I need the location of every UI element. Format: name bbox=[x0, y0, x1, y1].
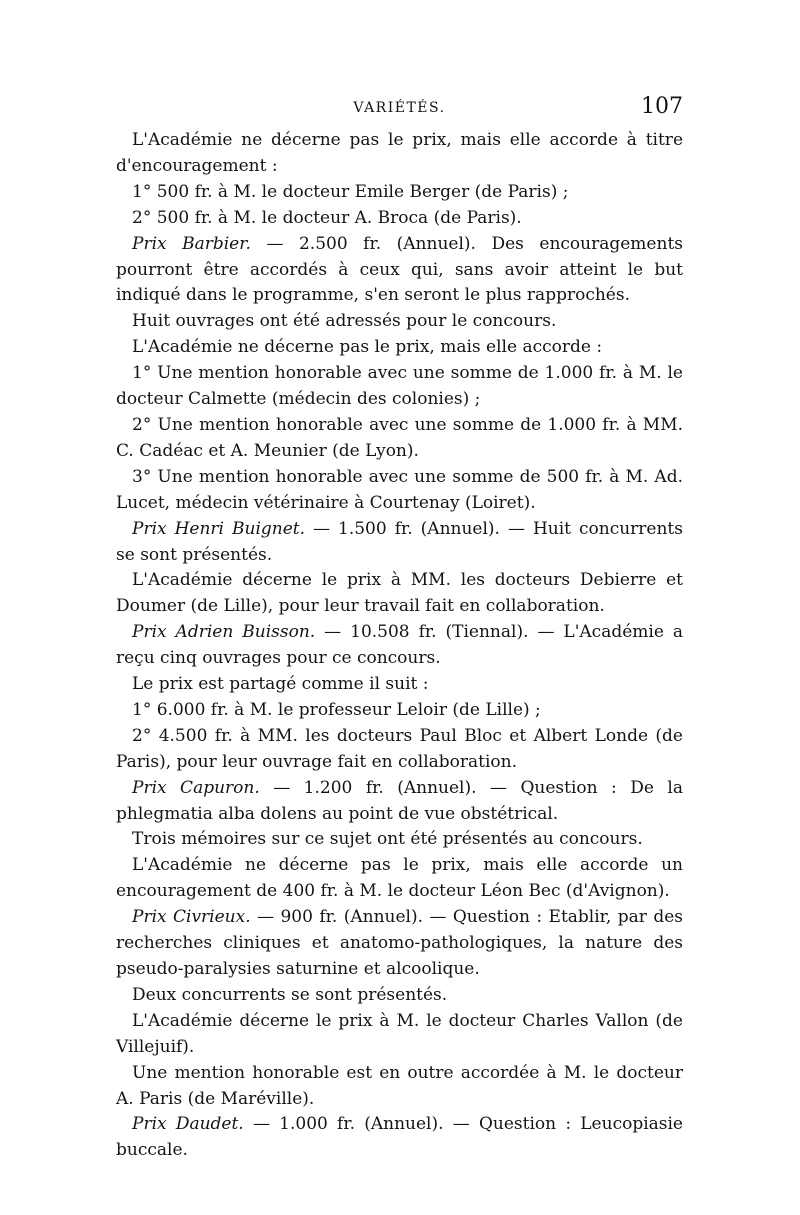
paragraph-text: 1° 6.000 fr. à M. le professeur Leloir (de Lille) ; bbox=[132, 699, 541, 720]
page-number: 107 bbox=[641, 94, 683, 119]
prize-name: Prix Adrien Buisson. bbox=[132, 622, 316, 643]
paragraph-text: 1° 500 fr. à M. le docteur Emile Berger (de Paris) ; bbox=[132, 181, 569, 202]
paragraph-text: L'Académie ne décerne pas le prix, mais elle accorde : bbox=[132, 337, 603, 358]
paragraph bbox=[116, 568, 683, 620]
paragraph-text: — 1.200 fr. (Annuel). — Question : De la phlegmatia alba dolens au point de vue obstétrical. bbox=[116, 777, 683, 824]
paragraph bbox=[116, 361, 683, 413]
paragraph bbox=[116, 128, 683, 180]
prize-paragraph bbox=[116, 776, 683, 828]
prize-name: Prix Barbier. bbox=[132, 233, 251, 254]
paragraph-text: L'Académie décerne le prix à MM. les docteurs Debierre et Doumer (de Lille), pour leur travail fait en collaboration. bbox=[116, 570, 683, 617]
paragraph bbox=[116, 724, 683, 776]
paragraph-text: — 1.500 fr. (Annuel). — Huit concurrents se sont présentés. bbox=[116, 518, 683, 565]
paragraph bbox=[116, 465, 683, 517]
paragraph-text: L'Académie décerne le prix à M. le docteur Charles Vallon (de Villejuif). bbox=[116, 1010, 683, 1057]
prize-name: Prix Henri Buignet. bbox=[132, 518, 306, 539]
paragraph bbox=[116, 1009, 683, 1061]
paragraph bbox=[116, 853, 683, 905]
paragraph bbox=[116, 206, 683, 232]
paragraph-text: Huit ouvrages ont été adressés pour le concours. bbox=[132, 311, 557, 332]
running-title: VARIÉTÉS. bbox=[353, 100, 446, 116]
paragraph-text: — 2.500 fr. (Annuel). Des encouragements pourront être accordés à ceux qui, sans avoir atteint le but indiqué dans le programme, s'en seront le plus rapprochés. bbox=[116, 233, 683, 306]
paragraph-text: Une mention honorable est en outre accordée à M. le docteur A. Paris (de Maréville). bbox=[116, 1062, 683, 1109]
prize-name: Prix Capuron. bbox=[132, 777, 260, 798]
paragraph-text: — 1.000 fr. (Annuel). — Question : Leucopiasie buccale. bbox=[116, 1114, 683, 1161]
paragraph bbox=[116, 698, 683, 724]
paragraph bbox=[116, 672, 683, 698]
prize-paragraph bbox=[116, 232, 683, 310]
paragraph-text: 2° 500 fr. à M. le docteur A. Broca (de Paris). bbox=[132, 207, 522, 228]
prize-name: Prix Daudet. bbox=[132, 1114, 244, 1135]
paragraph-text: Deux concurrents se sont présentés. bbox=[132, 984, 448, 1005]
paragraph-text: 1° Une mention honorable avec une somme de 1.000 fr. à M. le docteur Calmette (médecin des colonies) ; bbox=[116, 363, 683, 410]
paragraph-text: Le prix est partagé comme il suit : bbox=[132, 674, 429, 695]
paragraph bbox=[116, 827, 683, 853]
paragraph bbox=[116, 983, 683, 1009]
page-header bbox=[116, 94, 683, 124]
paragraph-text: 3° Une mention honorable avec une somme de 500 fr. à M. Ad. Lucet, médecin vétérinaire à Courtenay (Loiret). bbox=[116, 466, 683, 513]
paragraph bbox=[116, 309, 683, 335]
paragraph bbox=[116, 180, 683, 206]
prize-name: Prix Civrieux. bbox=[132, 907, 251, 928]
body-text bbox=[116, 128, 683, 1164]
paragraph bbox=[116, 1061, 683, 1113]
paragraph-text: L'Académie ne décerne pas le prix, mais elle accorde à titre d'encouragement : bbox=[116, 130, 683, 176]
prize-paragraph bbox=[116, 517, 683, 569]
paragraph-text: Trois mémoires sur ce sujet ont été présentés au concours. bbox=[132, 829, 643, 850]
paragraph-text: 2° 4.500 fr. à MM. les docteurs Paul Bloc et Albert Londe (de Paris), pour leur ouvrage fait en collaboration. bbox=[116, 725, 683, 772]
paragraph-text: 2° Une mention honorable avec une somme de 1.000 fr. à MM. C. Cadéac et A. Meunier (de Lyon). bbox=[116, 414, 683, 461]
prize-paragraph bbox=[116, 620, 683, 672]
paragraph-text: — 10.508 fr. (Tiennal). — L'Académie a reçu cinq ouvrages pour ce concours. bbox=[116, 622, 683, 669]
paragraph-text: — 900 fr. (Annuel). — Question : Etablir, par des recherches cliniques et anatomo-pathologiques, la nature des pseudo-paralysies saturnine et alcoolique. bbox=[116, 907, 683, 979]
paragraph-text: L'Académie ne décerne pas le prix, mais elle accorde un encouragement de 400 fr. à M. le docteur Léon Bec (d'Avignon). bbox=[116, 855, 683, 902]
prize-paragraph bbox=[116, 905, 683, 983]
paragraph bbox=[116, 335, 683, 361]
prize-paragraph bbox=[116, 1112, 683, 1164]
paragraph bbox=[116, 413, 683, 465]
